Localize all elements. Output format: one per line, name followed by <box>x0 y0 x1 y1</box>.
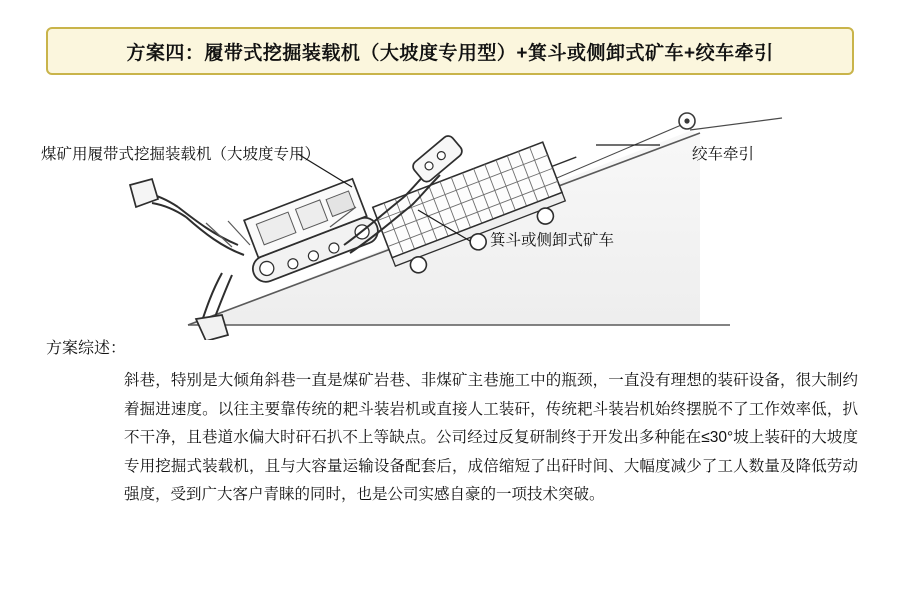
title-banner <box>46 27 854 75</box>
label-loader: 煤矿用履带式挖掘装载机（大坡度专用） <box>41 146 321 163</box>
equipment-illustration <box>0 95 900 340</box>
summary-block <box>46 335 858 510</box>
label-winch: 绞车牵引 <box>692 146 755 163</box>
summary-body: 斜巷，特别是大倾角斜巷一直是煤矿岩巷、非煤矿主巷施工中的瓶颈，一直没有理想的装矸设备，很大制约着掘进速度。以往主要靠传统的耙斗装岩机或直接人工装矸，传统耙斗装岩机始终摆脱不了工作效率低，扒不干净，且巷道水偏大时矸石扒不上等缺点。公司经过反复研制终于开发出多种能在≤30°坡上装矸的大坡度专用挖掘式装载机，且与大容量运输设备配套后，成倍缩短了出矸时间、大幅度减少了工人数量及降低劳动强度，受到广大客户青睐的同时，也是公司实感自豪的一项技术突破。 <box>124 372 858 503</box>
front-arm <box>146 193 244 327</box>
label-mine-car: 箕斗或侧卸式矿车 <box>490 232 615 249</box>
summary-heading: 方案综述： <box>46 340 127 357</box>
page-title: 方案四：履带式挖掘装载机（大坡度专用型）+箕斗或侧卸式矿车+绞车牵引 <box>126 42 774 64</box>
